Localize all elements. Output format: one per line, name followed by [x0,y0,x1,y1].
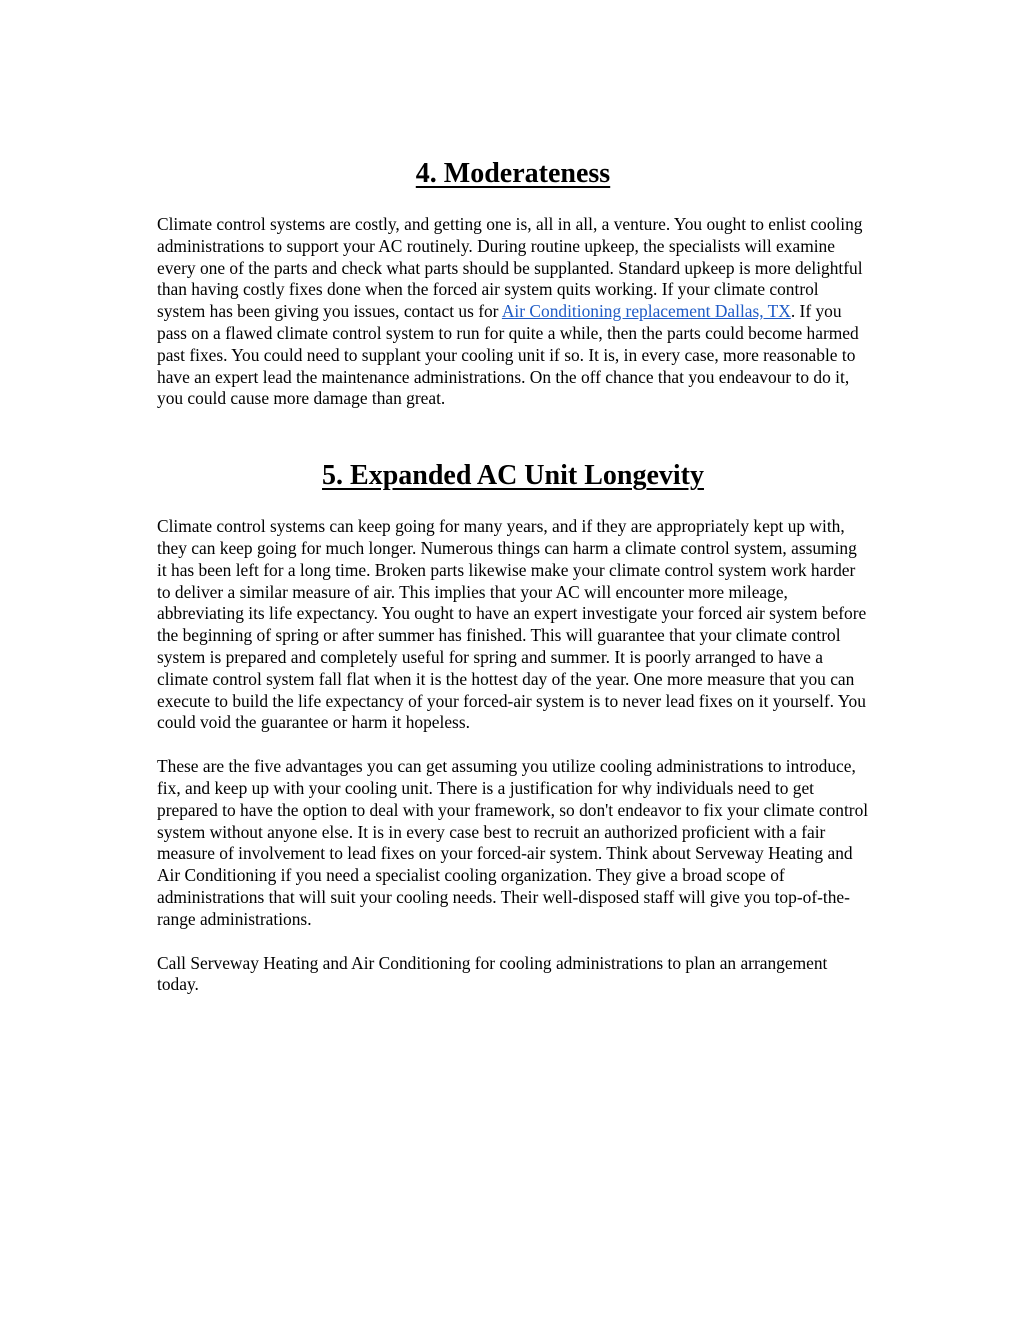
paragraph-call-to-action: Call Serveway Heating and Air Conditioning for cooling administrations to plan an arrangement today. [157,952,828,995]
paragraph-text: . If you pass on a flawed climate control system to run for quite a while, then the parts could become harmed past fixes. You could need to supplant your cooling unit if so. It is, in every case, more reasonable to have an expert lead the maintenance administrations. On the off chance that you endeavour to do it, you could cause more damage than great. [157,301,859,409]
paragraph-advantages-summary: These are the five advantages you can get assuming you utilize cooling administrations to introduce, fix, and keep up with your cooling unit. There is a justification for why individuals need to get prepared to have the option to deal with your framework, so don't endeavor to fix your climate control system without anyone else. It is in every case best to recruit an authorized proficient with a fair measure of involvement to lead fixes on your forced-air system. Think about Serveway Heating and Air Conditioning if you need a specialist cooling organization. They give a broad scope of administrations that will suit your cooling needs. Their well-disposed staff will give you top-of-the-range administrations. [157,756,869,929]
paragraph-moderateness [157,214,869,410]
document-page [157,155,869,996]
section-heading-longevity: 5. Expanded AC Unit Longevity [322,460,704,492]
paragraph-text: Climate control systems are costly, and getting one is, all in all, a venture. You ought to enlist cooling administrations to support your AC routinely. During routine upkeep, the specialists will examine every one of the parts and check what parts should be supplanted. Standard upkeep is more delightful than having costly fixes done when the forced air system quits working. If your climate control system has been giving you issues, contact us for [157,214,863,322]
paragraph-longevity: Climate control systems can keep going for many years, and if they are appropriately kept up with, they can keep going for much longer. Numerous things can harm a climate control system, assuming it has been left for a long time. Broken parts likewise make your climate control system work harder to deliver a similar measure of air. This implies that your AC will encounter more mileage, abbreviating its life expectancy. You ought to have an expert investigate your forced air system before the beginning of spring or after summer has finished. This will guarantee that your climate control system is prepared and completely useful for spring and summer. It is poorly arranged to have a climate control system fall flat when it is the hottest day of the year. One more measure that you can execute to build the life expectancy of your forced-air system is to never lead fixes on it yourself. You could void the guarantee or harm it hopeless. [157,516,867,733]
section-heading-moderateness: 4. Moderateness [415,158,611,189]
ac-replacement-dallas-link[interactable]: Air Conditioning replacement Dallas, TX [501,301,791,322]
